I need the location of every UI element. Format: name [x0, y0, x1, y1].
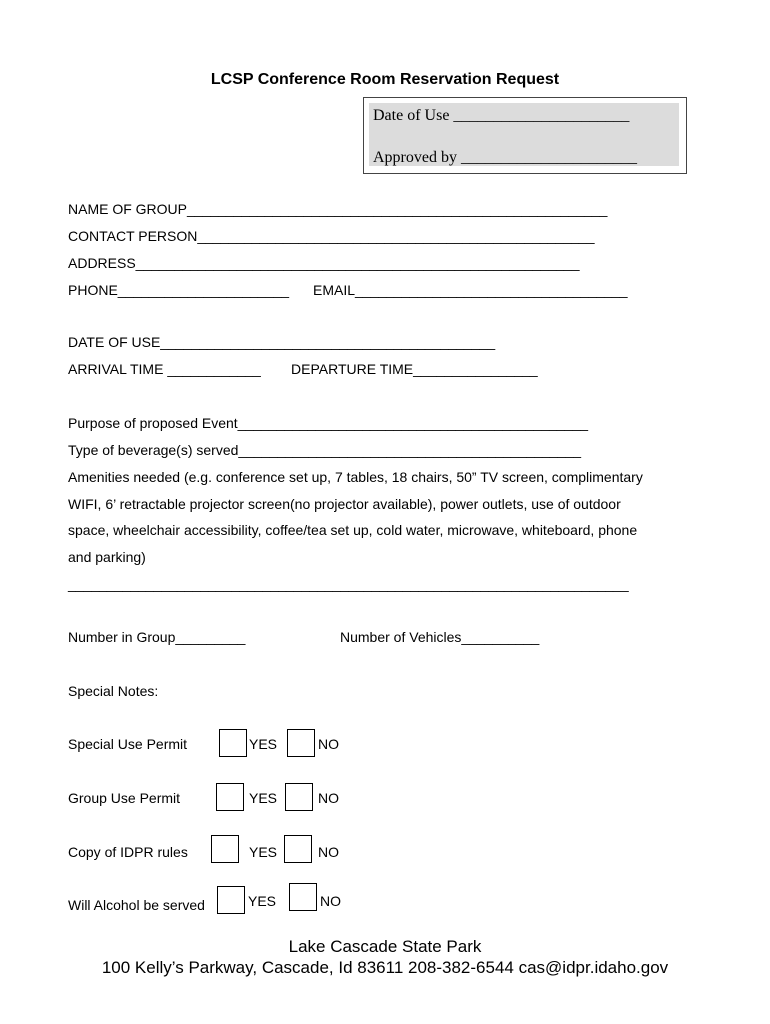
will-alcohol-be-served-label: Will Alcohol be served	[68, 897, 205, 913]
no-label: NO	[318, 790, 339, 806]
phone-field[interactable]: PHONE______________________	[68, 282, 290, 298]
number-in-group-field[interactable]: Number in Group_________	[68, 629, 246, 645]
no-label: NO	[318, 844, 339, 860]
arrival-time-field[interactable]: ARRIVAL TIME ____________	[68, 361, 261, 377]
date-of-use-field[interactable]: DATE OF USE___________________________________________	[68, 334, 496, 350]
footer-contact: 100 Kelly’s Parkway, Cascade, Id 83611 208-382-6544 cas@idpr.idaho.gov	[101, 958, 669, 977]
copy-of-idpr-rules-label: Copy of IDPR rules	[68, 844, 188, 860]
group-use-permit-yes-checkbox[interactable]	[216, 783, 244, 811]
contact-person-field[interactable]: CONTACT PERSON___________________________________________________	[68, 228, 595, 244]
approval-approved-by[interactable]: Approved by ______________________	[373, 149, 637, 166]
special-use-permit-no-checkbox[interactable]	[287, 729, 315, 757]
group-use-permit-label: Group Use Permit	[68, 790, 181, 806]
form-title: LCSP Conference Room Reservation Request	[210, 71, 560, 88]
email-field[interactable]: EMAIL___________________________________	[313, 282, 628, 298]
amenities-text-line-2: WIFI, 6’ retractable projector screen(no projector available), power outlets, use of outdoor	[68, 496, 621, 512]
special-use-permit-label: Special Use Permit	[68, 736, 188, 752]
special-notes-label: Special Notes:	[68, 683, 159, 699]
name-of-group-field[interactable]: NAME OF GROUP______________________________________________________	[68, 201, 608, 217]
beverage-field[interactable]: Type of beverage(s) served____________________________________________	[68, 442, 582, 458]
number-of-vehicles-field[interactable]: Number of Vehicles__________	[340, 629, 540, 645]
yes-label: YES	[249, 790, 278, 806]
address-field[interactable]: ADDRESS_________________________________________________________	[68, 255, 580, 271]
no-label: NO	[318, 736, 339, 752]
yes-label: YES	[249, 844, 278, 860]
alcohol-yes-checkbox[interactable]	[217, 886, 245, 914]
idpr-rules-no-checkbox[interactable]	[284, 835, 312, 863]
alcohol-no-checkbox[interactable]	[289, 883, 317, 911]
footer-park-name: Lake Cascade State Park	[288, 937, 482, 956]
departure-time-field[interactable]: DEPARTURE TIME________________	[291, 361, 538, 377]
special-use-permit-yes-checkbox[interactable]	[219, 729, 247, 757]
amenities-text-line-3: space, wheelchair accessibility, coffee/tea set up, cold water, microwave, whiteboard, phone	[68, 522, 638, 538]
purpose-field[interactable]: Purpose of proposed Event_____________________________________________	[68, 415, 589, 431]
amenities-blank-line[interactable]: ________________________________________________________________________	[68, 576, 629, 592]
no-label: NO	[320, 893, 341, 909]
amenities-text-line-4: and parking)	[68, 549, 146, 565]
amenities-text-line-1: Amenities needed (e.g. conference set up, 7 tables, 18 chairs, 50” TV screen, complimentary	[68, 469, 643, 485]
idpr-rules-yes-checkbox[interactable]	[211, 835, 239, 863]
approval-date-of-use[interactable]: Date of Use ______________________	[373, 107, 630, 124]
yes-label: YES	[249, 736, 278, 752]
yes-label: YES	[248, 893, 277, 909]
group-use-permit-no-checkbox[interactable]	[285, 783, 313, 811]
